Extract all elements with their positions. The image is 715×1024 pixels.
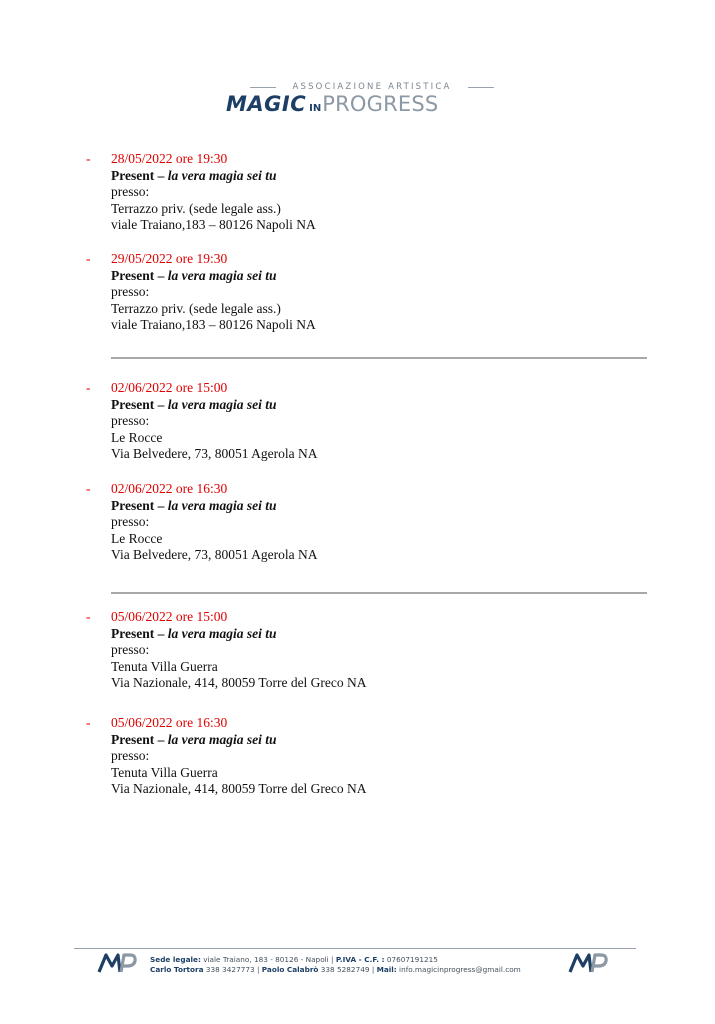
event-presso: presso: bbox=[111, 642, 150, 657]
event-subtitle: la vera magia sei tu bbox=[167, 167, 277, 183]
event-venue: Le Rocce bbox=[111, 530, 163, 546]
event-address: Via Nazionale, 414, 80059 Torre del Greco NA bbox=[111, 675, 367, 690]
logo-subtitle: ASSOCIAZIONE ARTISTICA bbox=[254, 82, 490, 93]
event-venue: Le Rocce bbox=[111, 429, 163, 445]
footer-mail-label: Mail: bbox=[376, 964, 397, 974]
event-date: 29/05/2022 ore 19:30 bbox=[111, 251, 228, 266]
event-date: 05/06/2022 ore 16:30 bbox=[111, 715, 228, 730]
footer-piva-label: P.IVA - C.F. : bbox=[335, 955, 385, 964]
event-venue: Tenuta Villa Guerra bbox=[111, 658, 218, 674]
footer-contacts bbox=[150, 955, 560, 974]
footer-contact-a-value: 338 3427773 | bbox=[203, 964, 262, 974]
event-date: 28/05/2022 ore 19:30 bbox=[111, 151, 228, 166]
event-address: Via Belvedere, 73, 80051 Agerola NA bbox=[111, 446, 318, 461]
logo-progress: PROGRESS bbox=[322, 92, 439, 116]
event-presso: presso: bbox=[111, 184, 150, 199]
footer-sede-label: Sede legale: bbox=[150, 955, 201, 964]
mp-logo-icon bbox=[568, 952, 608, 974]
event-address: Via Nazionale, 414, 80059 Torre del Greco NA bbox=[111, 781, 367, 796]
event-subtitle: la vera magia sei tu bbox=[167, 625, 277, 641]
event-presso: presso: bbox=[111, 748, 150, 763]
event-date: 02/06/2022 ore 16:30 bbox=[111, 481, 228, 496]
event-title: Present – bbox=[111, 497, 168, 513]
bullet-dash: - bbox=[86, 251, 91, 266]
event-title: Present – bbox=[111, 396, 168, 412]
logo-in: IN bbox=[309, 103, 322, 114]
event-subtitle: la vera magia sei tu bbox=[167, 731, 277, 747]
event-address: Via Belvedere, 73, 80051 Agerola NA bbox=[111, 547, 318, 562]
event-venue: Tenuta Villa Guerra bbox=[111, 764, 218, 780]
footer-contact-b-value: 338 5282749 | bbox=[318, 964, 377, 974]
event-address: viale Traiano,183 – 80126 Napoli NA bbox=[111, 317, 316, 332]
event-presso: presso: bbox=[111, 284, 150, 299]
event-title: Present – bbox=[111, 267, 168, 283]
bullet-dash: - bbox=[86, 609, 91, 624]
event-title: Present – bbox=[111, 167, 168, 183]
event-address: viale Traiano,183 – 80126 Napoli NA bbox=[111, 217, 316, 232]
event-presso: presso: bbox=[111, 413, 150, 428]
footer-piva-value: 07607191215 bbox=[384, 955, 438, 964]
bullet-dash: - bbox=[86, 481, 91, 496]
logo-wordmark bbox=[226, 92, 438, 121]
event-title: Present – bbox=[111, 731, 168, 747]
event-date: 05/06/2022 ore 15:00 bbox=[111, 609, 228, 624]
event-date: 02/06/2022 ore 15:00 bbox=[111, 380, 228, 395]
footer-mail-value: info.magicinprogress@gmail.com bbox=[396, 964, 521, 974]
footer-sede-value: viale Traiano, 183 - 80126 - Napoli | bbox=[200, 955, 336, 964]
logo-magic: MAGIC bbox=[226, 92, 307, 116]
event-subtitle: la vera magia sei tu bbox=[167, 396, 277, 412]
footer-contact-a-label: Carlo Tortora bbox=[150, 964, 204, 974]
section-divider bbox=[111, 357, 647, 359]
mp-logo-icon bbox=[97, 952, 137, 974]
bullet-dash: - bbox=[86, 151, 91, 166]
event-title: Present – bbox=[111, 625, 168, 641]
event-subtitle: la vera magia sei tu bbox=[167, 267, 277, 283]
section-divider bbox=[111, 592, 647, 594]
event-presso: presso: bbox=[111, 514, 150, 529]
bullet-dash: - bbox=[86, 715, 91, 730]
brand-logo bbox=[226, 82, 490, 116]
footer-contact-b-label: Paolo Calabrò bbox=[261, 964, 319, 974]
event-venue: Terrazzo priv. (sede legale ass.) bbox=[111, 300, 281, 316]
bullet-dash: - bbox=[86, 380, 91, 395]
event-subtitle: la vera magia sei tu bbox=[167, 497, 277, 513]
event-venue: Terrazzo priv. (sede legale ass.) bbox=[111, 200, 281, 216]
footer-divider bbox=[74, 948, 636, 949]
